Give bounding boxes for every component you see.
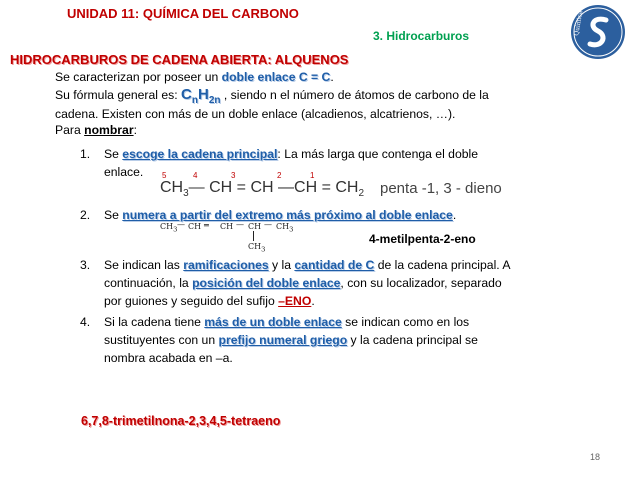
step-4-number: 4. — [80, 315, 91, 329]
example-2-name: 4-metilpenta-2-eno — [369, 232, 476, 246]
intro-line-3: cadena. Existen con más de un doble enlace (alcadienos, alcatrienos, …). — [55, 107, 456, 121]
intro-line-4: Para nombrar: — [55, 123, 137, 137]
step-3-line-1: Se indican las ramificaciones y la cantidad de C de la cadena principal. A — [104, 258, 511, 272]
intro-line-2: Su fórmula general es: $C_nH_{2n}$ , siendo n el número de átomos de carbono de la — [55, 86, 489, 106]
carbon-locator: 2 — [277, 171, 282, 180]
example-1-structure: 5 4 3 2 1 $CH_3—$ CH = CH —CH = $CH_2$ — [160, 171, 365, 200]
section-heading: HIDROCARBUROS DE CADENA ABIERTA: ALQUENOS — [10, 52, 349, 67]
carbon-locator: 3 — [231, 171, 236, 180]
intro-line-1: Se caracterizan por poseer un doble enlace C = C. — [55, 70, 334, 84]
step-3-number: 3. — [80, 258, 91, 272]
step-4-line-1: Si la cadena tiene más de un doble enlace se indican como en los — [104, 315, 470, 329]
carbon-locator: 1 — [310, 171, 315, 180]
example-1-name: penta -1, 3 - dieno — [380, 180, 502, 197]
general-formula: $C_nH_{2n}$ — [181, 86, 221, 106]
step-4-line-2: sustituyentes con un prefijo numeral griego y la cadena principal se — [104, 333, 478, 347]
step-1-text: Se escoge la cadena principal: La más larga que contenga el doble — [104, 147, 478, 161]
step-2-number: 2. — [80, 208, 91, 222]
example-2-structure: $CH_3$ — CH ═ CH — CH — $CH_3$ $CH_3$ — [160, 220, 294, 254]
carbon-locator: 5 — [162, 171, 167, 180]
svg-text:Química: Química — [573, 10, 585, 37]
school-logo — [570, 4, 626, 60]
unit-title: UNIDAD 11: QUÍMICA DEL CARBONO — [67, 6, 299, 21]
step-3-line-3: por guiones y seguido del sufijo –ENO. — [104, 294, 315, 308]
step-4-line-3: nombra acabada en –a. — [104, 351, 233, 365]
step-1-continuation: enlace. — [104, 165, 144, 179]
page-number: 18 — [589, 452, 600, 462]
step-2-text: Se numera a partir del extremo más próximo al doble enlace. — [104, 208, 457, 222]
step-3-line-2: continuación, la posición del doble enlace, con su localizador, separado — [104, 276, 502, 290]
step-1-number: 1. — [80, 147, 91, 161]
carbon-locator: 4 — [193, 171, 198, 180]
subsection-title: 3. Hidrocarburos — [373, 29, 470, 43]
final-example-name: 6,7,8-trimetilnona-2,3,4,5-tetraeno — [81, 414, 281, 428]
